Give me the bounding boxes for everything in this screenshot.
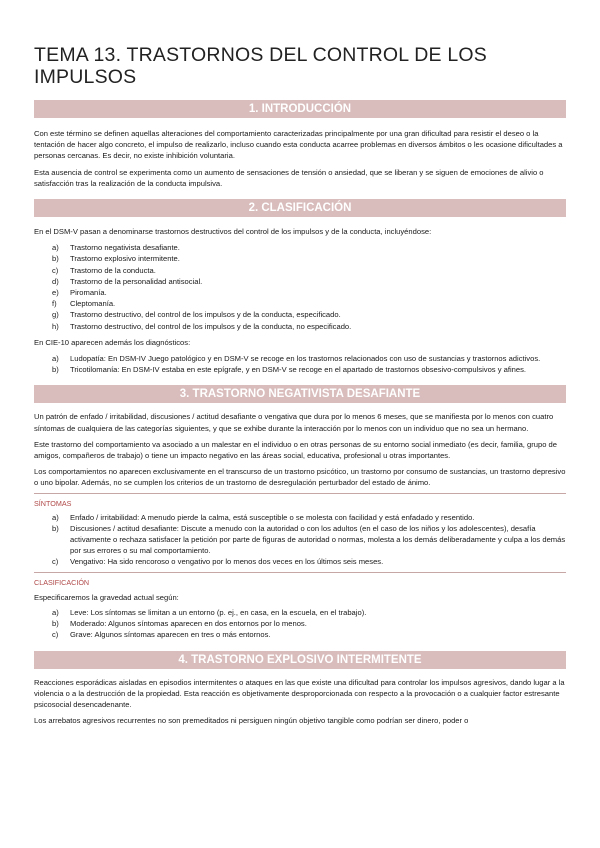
intro-paragraph-1: Con este término se definen aquellas alteraciones del comportamiento caracterizadas principalmente por una gran dificultad para resistir el deseo o la tentación de hacer algo concreto, el impulso de realizarlo, incluso cuando esta conducta acarree problemas en diversos ámbitos o les ocasione dificultades a personas cercanas. Es decir, no existe inhibición voluntaria. [34, 129, 563, 161]
section-heading-introduccion: 1. INTRODUCCIÓN [34, 100, 566, 118]
list-item: a) Leve: Los síntomas se limitan a un entorno (p. ej., en casa, en la escuela, en el trabajo). [52, 607, 367, 617]
sintomas-subheading: SÍNTOMAS [34, 493, 566, 509]
clasificacion-paragraph-2: En CIE-10 aparecen además los diagnósticos: [34, 337, 191, 347]
list-item: b) Discusiones / actitud desafiante: Discute a menudo con la autoridad o con los adultos (en el caso de los niños y los adolescentes), desafía activamente o rechaza satisfacer la petición por parte de figuras de autoridad o normas, molesta a los demás deliberadamente y culpa a los demás por sus errores o su mal comportamiento. [52, 523, 566, 556]
negativista-paragraph-1: Un patrón de enfado / irritabilidad, discusiones / actitud desafiante o vengativa que dura por lo menos 6 meses, que se manifiesta por lo menos con cuatro síntomas de cualquiera de las categorías siguientes, y que se exhibe durante la interacción por lo menos con un individuo que no sea un hermano. [34, 412, 554, 433]
section-heading-explosivo: 4. TRASTORNO EXPLOSIVO INTERMITENTE [34, 651, 566, 669]
gravedad-list [34, 607, 566, 641]
gravedad-intro: Especificaremos la gravedad actual según: [34, 592, 179, 602]
list-item: c) Grave: Algunos síntomas aparecen en tres o más entornos. [52, 630, 271, 640]
list-item: b) Tricotilomanía: En DSM-IV estaba en este epígrafe, y en DSM-V se recoge en el apartado de trastornos obsesivo-compulsivos y afines. [52, 365, 526, 375]
list-item: c) Trastorno de la conducta. [52, 265, 156, 275]
section-heading-negativista: 3. TRASTORNO NEGATIVISTA DESAFIANTE [34, 385, 566, 403]
explosivo-paragraph-1: Reacciones esporádicas aisladas en episodios intermitentes o ataques en las que existe una dificultad para controlar los impulsos agresivos, dando lugar a la violencia o a la destrucción de la propiedad. Esta reacción es objetivamente desproporcionada con respecto a la provocación o a cualquier factor estresante psicosocial desencadenante. [34, 677, 565, 709]
dsm-disorder-list [34, 242, 566, 332]
clasificacion-paragraph-1: En el DSM-V pasan a denominarse trastornos destructivos del control de los impulsos y de la conducta, incluyéndose: [34, 227, 432, 237]
document-title: TEMA 13. TRASTORNOS DEL CONTROL DE LOS IMPULSOS [34, 44, 487, 88]
list-item: a) Ludopatía: En DSM-IV Juego patológico y en DSM-V se recoge en los trastornos relacionados con uso de sustancias y trastornos adictivos. [52, 354, 541, 364]
list-item: d) Trastorno de la personalidad antisocial. [52, 276, 203, 286]
list-item: a) Enfado / irritabilidad: A menudo pierde la calma, está susceptible o se molesta con facilidad y está enfadado y resentido. [52, 512, 475, 522]
cie10-disorder-list [34, 353, 566, 375]
list-item: f) Cleptomanía. [52, 299, 116, 309]
list-item: e) Piromanía. [52, 288, 107, 298]
list-item: b) Trastorno explosivo intermitente. [52, 254, 180, 264]
clasificacion-subheading: CLASIFICACIÓN [34, 572, 566, 588]
intro-paragraph-2: Esta ausencia de control se experimenta como un aumento de sensaciones de tensión o ansiedad, que se liberan y se siguen de emociones de alivio o satisfacción tras la realización de la conducta impulsiva. [34, 167, 544, 188]
list-item: c) Vengativo: Ha sido rencoroso o vengativo por lo menos dos veces en los últimos seis meses. [52, 557, 384, 567]
list-item: b) Moderado: Algunos síntomas aparecen en dos entornos por lo menos. [52, 619, 307, 629]
list-item: g) Trastorno destructivo, del control de los impulsos y de la conducta, especificado. [52, 310, 341, 320]
section-heading-clasificacion: 2. CLASIFICACIÓN [34, 199, 566, 217]
explosivo-paragraph-2: Los arrebatos agresivos recurrentes no son premeditados ni persiguen ningún objetivo tangible como podrían ser dinero, poder o [34, 716, 469, 726]
sintomas-list [34, 512, 566, 568]
list-item: h) Trastorno destructivo, del control de los impulsos y de la conducta, no especificado. [52, 321, 352, 331]
list-item: a) Trastorno negativista desafiante. [52, 243, 180, 253]
negativista-paragraph-2: Este trastorno del comportamiento va asociado a un malestar en el individuo o en otras personas de su entorno social inmediato (es decir, familia, grupo de amigos, compañeros de trabajo) o tiene un impacto negativo en las áreas social, educativa, profesional u otras importantes. [34, 439, 557, 461]
negativista-paragraph-3: Los comportamientos no aparecen exclusivamente en el transcurso de un trastorno psicótico, un trastorno por consumo de sustancias, un trastorno depresivo o uno bipolar. Además, no se cumplen los criterios de un trastorno de desregulación perturbador del estado de ánimo. [34, 467, 566, 488]
